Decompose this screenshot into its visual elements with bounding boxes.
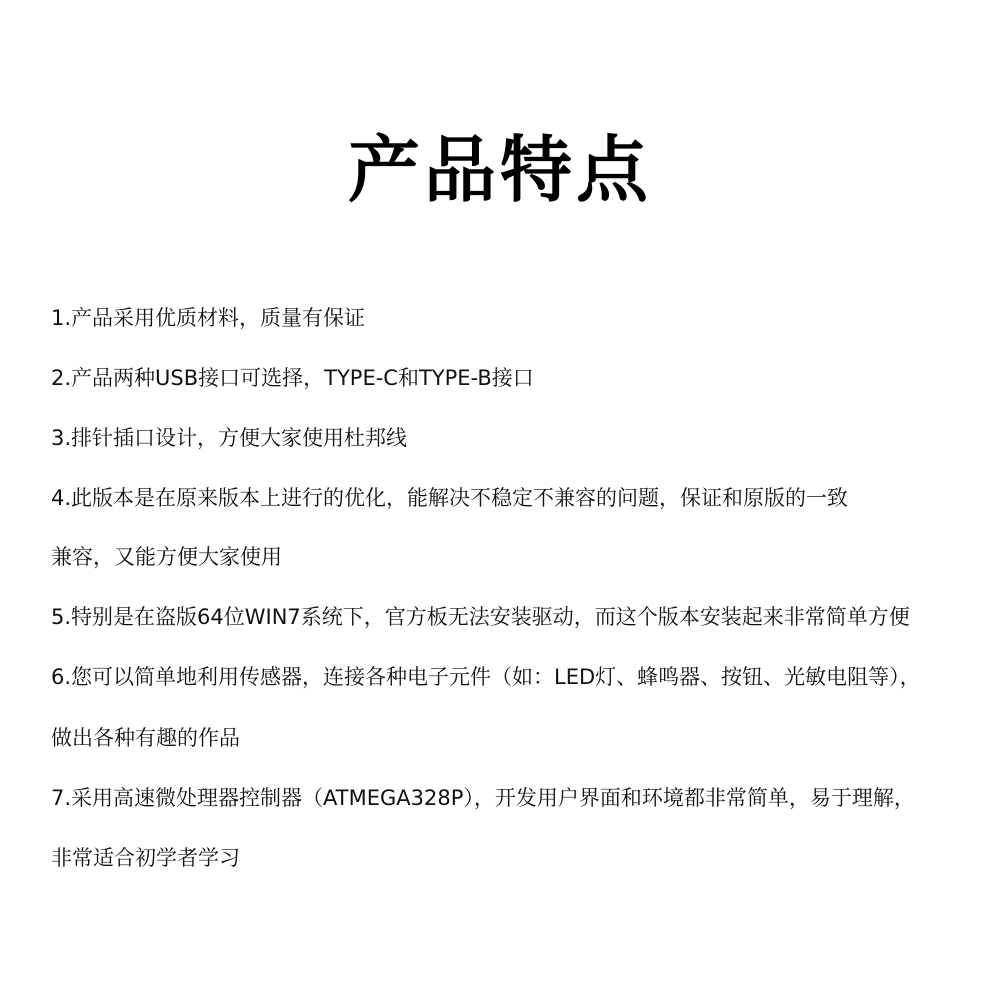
feature-line-2: 2.产品两种USB接口可选择，TYPE-C和TYPE-B接口 xyxy=(51,366,534,390)
feature-line-5: 5.特别是在盗版64位WIN7系统下，官方板无法安装驱动，而这个版本安装起来非常简单方便 xyxy=(51,605,910,629)
feature-line-6-continued: 做出各种有趣的作品 xyxy=(51,726,240,750)
feature-line-3: 3.排针插口设计，方便大家使用杜邦线 xyxy=(51,426,408,450)
feature-line-7: 7.采用高速微处理器控制器（ATMEGA328P），开发用户界面和环境都非常简单，易于理解， xyxy=(51,786,915,810)
feature-line-6: 6.您可以简单地利用传感器，连接各种电子元件（如：LED灯、蜂鸣器、按钮、光敏电阻等）， xyxy=(51,665,921,689)
page-title: 产品特点 xyxy=(347,128,652,212)
feature-line-1: 1.产品采用优质材料，质量有保证 xyxy=(51,306,366,330)
feature-line-4-continued: 兼容，又能方便大家使用 xyxy=(51,545,282,569)
feature-line-7-continued: 非常适合初学者学习 xyxy=(51,846,240,870)
feature-line-4: 4.此版本是在原来版本上进行的优化，能解决不稳定不兼容的问题，保证和原版的一致 xyxy=(51,486,849,510)
